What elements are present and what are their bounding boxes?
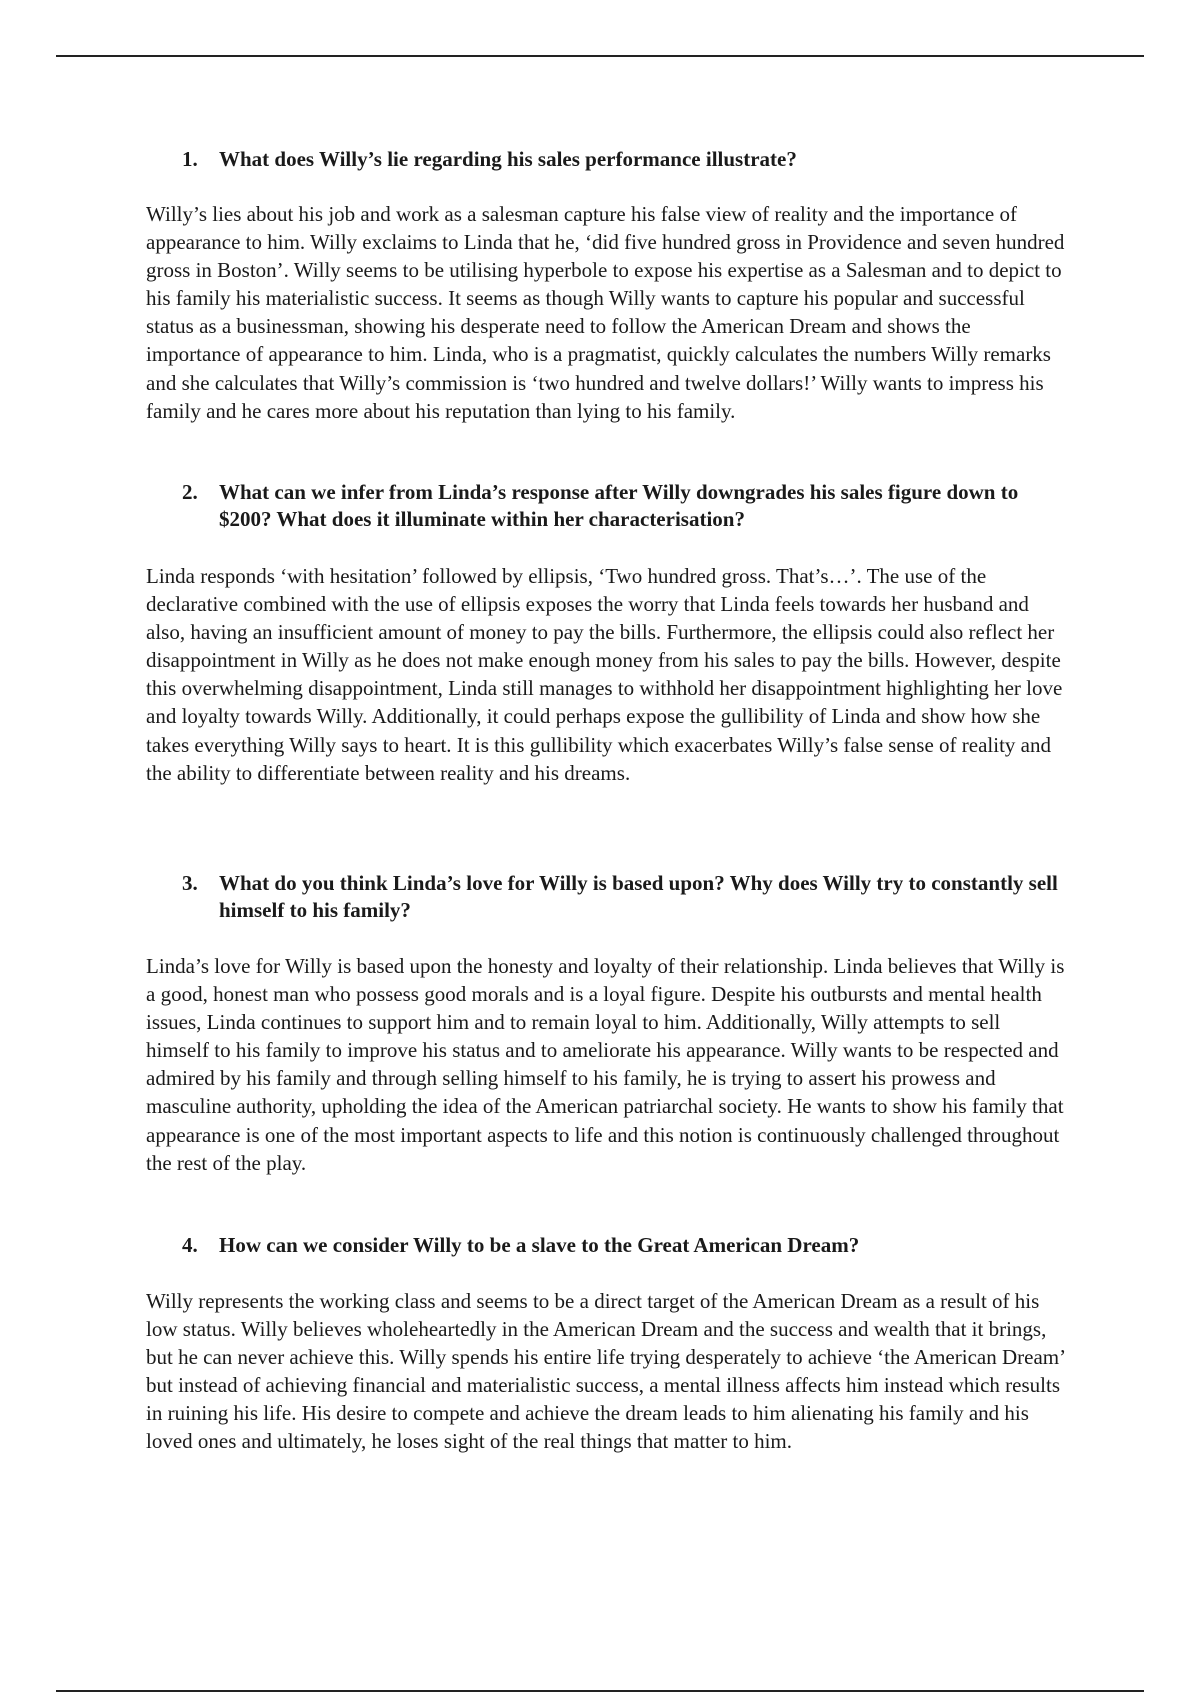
answer-paragraph-1: Willy’s lies about his job and work as a salesman capture his false view of reality and the importance of appearance to him. Willy exclaims to Linda that he, ‘did five hundred gross in Providence and seven hundred gross in Boston’. Willy seems to be utilising hyperbole to expose his expertise as a Salesman and to depict to his family his materialistic success. It seems as though Willy wants to capture his popular and successful status as a businessman, showing his desperate need to follow the American Dream and shows the importance of appearance to him. Linda, who is a pragmatist, quickly calculates the numbers Willy remarks and she calculates that Willy’s commission is ‘two hundred and twelve dollars!’ Willy wants to impress his family and he cares more about his reputation than lying to his family. (146, 202, 1065, 423)
question-text: How can we consider Willy to be a slave to the Great American Dream? (219, 1233, 860, 1257)
question-text: What can we infer from Linda’s response after Willy downgrades his sales figure down to $200? What does it illuminate within her characterisation? (219, 480, 1019, 531)
bottom-rule (56, 1690, 1144, 1692)
question-heading-1 (182, 146, 1066, 173)
question-heading-3 (182, 870, 1066, 924)
answer-paragraph-3: Linda’s love for Willy is based upon the honesty and loyalty of their relationship. Linda believes that Willy is a good, honest man who possess good morals and is a loyal figure. Despite his outbursts and mental health issues, Linda continues to support him and to remain loyal to him. Additionally, Willy attempts to sell himself to his family to improve his status and to ameliorate his appearance. Willy wants to be respected and admired by his family and through selling himself to his family, he is trying to assert his prowess and masculine authority, upholding the idea of the American patriarchal society. He wants to show his family that appearance is one of the most important aspects to life and this notion is continuously challenged throughout the rest of the play. (146, 954, 1065, 1175)
question-heading-4 (182, 1232, 1066, 1259)
question-text: What do you think Linda’s love for Willy is based upon? Why does Willy try to constantly sell himself to his family? (219, 871, 1058, 922)
question-number: 3. (182, 871, 198, 895)
answer-paragraph-4: Willy represents the working class and seems to be a direct target of the American Dream as a result of his low status. Willy believes wholeheartedly in the American Dream and the success and wealth that it brings, but he can never achieve this. Willy spends his entire life trying desperately to achieve ‘the American Dream’ but instead of achieving financial and materialistic success, a mental illness affects him instead which results in ruining his life. His desire to compete and achieve the dream leads to him alienating his family and his loved ones and ultimately, he loses sight of the real things that matter to him. (146, 1289, 1065, 1454)
question-number: 2. (182, 480, 198, 504)
question-number: 4. (182, 1233, 198, 1257)
top-rule (56, 55, 1144, 57)
question-text: What does Willy’s lie regarding his sales performance illustrate? (219, 147, 797, 171)
question-number: 1. (182, 147, 198, 171)
answer-paragraph-2: Linda responds ‘with hesitation’ followed by ellipsis, ‘Two hundred gross. That’s…’. The use of the declarative combined with the use of ellipsis exposes the worry that Linda feels towards her husband and also, having an insufficient amount of money to pay the bills. Furthermore, the ellipsis could also reflect her disappointment in Willy as he does not make enough money from his sales to pay the bills. However, despite this overwhelming disappointment, Linda still manages to withhold her disappointment highlighting her love and loyalty towards Willy. Additionally, it could perhaps expose the gullibility of Linda and show how she takes everything Willy says to heart. It is this gullibility which exacerbates Willy’s false sense of reality and the ability to differentiate between reality and his dreams. (146, 564, 1063, 785)
question-heading-2 (182, 479, 1066, 533)
